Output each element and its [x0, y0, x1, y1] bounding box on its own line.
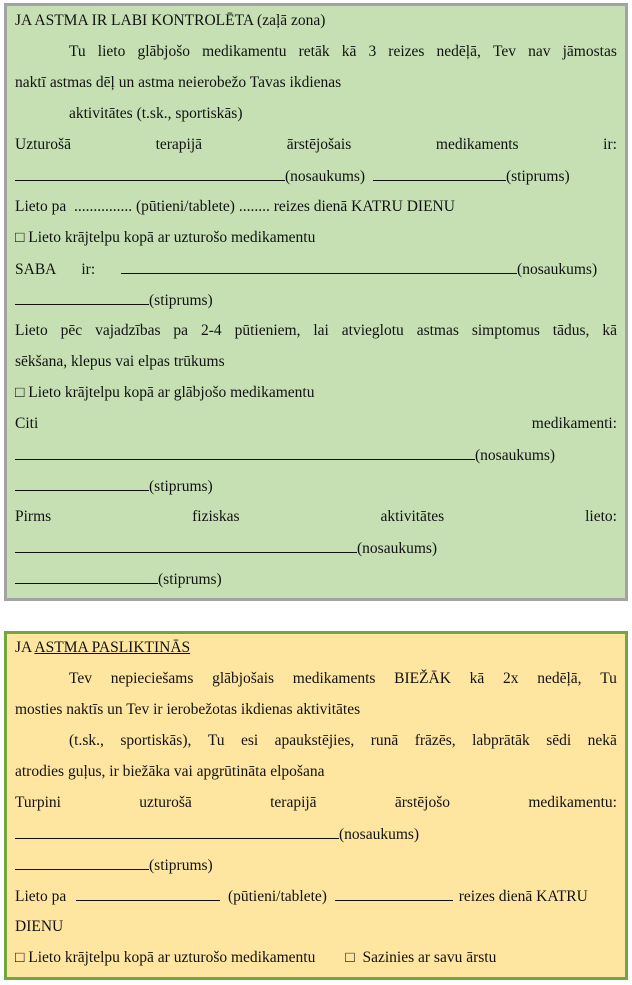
- green-title-note: (zaļā zona): [257, 12, 326, 29]
- yellow-line3-text-word: apaukstējies,: [274, 732, 355, 749]
- yellow-line3-text-word: nekā: [587, 732, 617, 749]
- green-intro-line1-text-word: Tu: [69, 43, 86, 60]
- green-intro-line1-text-word: kā: [341, 43, 357, 60]
- yellow-maintenance-strength: [15, 855, 213, 876]
- name-label: (nosaukums): [285, 168, 366, 185]
- word: Turpini: [15, 794, 61, 811]
- green-saba-line: [15, 259, 597, 280]
- word: medikamentu:: [528, 794, 617, 811]
- checkbox-label: Sazinies ar savu ārstu: [362, 949, 497, 966]
- relief-text-word: Lieto: [15, 322, 48, 339]
- green-intro-line1-text-word: Tev: [492, 43, 516, 60]
- dose-blank[interactable]: ...............: [73, 198, 133, 215]
- yellow-dosage-line: [15, 886, 588, 907]
- yellow-continue-line: [15, 793, 617, 813]
- relief-text-word: simptomus: [471, 322, 540, 339]
- checkbox-icon[interactable]: □: [345, 949, 355, 966]
- green-intro-line1-text-word: medikamentu: [202, 43, 287, 60]
- relief-text-word: lai: [313, 322, 329, 339]
- relief-text-word: tādus,: [552, 322, 590, 339]
- yellow-name-blank[interactable]: [15, 824, 339, 839]
- green-intro-line1-text-word: retāk: [298, 43, 330, 60]
- word: ārstējošo: [394, 794, 450, 811]
- green-intro-line1-text-word: lieto: [97, 43, 126, 60]
- yellow-title-underlined: ASTMA PASLIKTINĀS: [34, 639, 191, 656]
- relief-text-word: astmas: [416, 322, 459, 339]
- word: Pirms: [15, 508, 52, 525]
- dose-unit: (pūtieni/tablete): [227, 888, 327, 905]
- yellow-line3-text-word: sēdi: [546, 732, 572, 749]
- green-intro-line1-text-word: nedēļā,: [436, 43, 481, 60]
- relief-text-word: pēc: [60, 322, 83, 339]
- yellow-line1-text-word: nepieciešams: [110, 670, 194, 687]
- word: uzturošā: [139, 794, 192, 811]
- green-other-meds-name: [15, 445, 555, 466]
- word: ir:: [603, 136, 617, 153]
- word: terapijā: [270, 794, 317, 811]
- checkbox-label: Lieto krājtelpu kopā ar uzturošo medikamentu: [28, 949, 316, 966]
- saba-strength-blank[interactable]: [15, 290, 149, 305]
- green-spacer-checkbox[interactable]: [15, 228, 315, 248]
- maintenance-name-blank[interactable]: [15, 166, 285, 181]
- green-intro-line1: [69, 42, 617, 62]
- green-intro-line1-text-word: glābjošo: [137, 43, 190, 60]
- yellow-line1-text-word: nedēļā,: [537, 670, 582, 687]
- yellow-maintenance-name: [15, 824, 419, 845]
- yellow-line1-text-word: 2x: [503, 670, 519, 687]
- strength-label: (stiprums): [149, 857, 213, 874]
- yellow-spacer-checkbox[interactable]: [15, 949, 319, 966]
- green-intro-line1-text-word: jāmostas: [562, 43, 617, 60]
- green-saba-strength: [15, 290, 213, 311]
- yellow-line3-text-word: (t.sk.,: [69, 732, 104, 749]
- use-suffix: reizes dienā KATRU: [458, 888, 588, 905]
- use-suffix: reizes dienā KATRU DIENU: [273, 198, 455, 215]
- use-prefix: Lieto pa: [15, 198, 67, 215]
- green-before-activity-name: [15, 538, 437, 559]
- yellow-line3-text-word: sportiskās),: [120, 732, 192, 749]
- green-maintenance-line: [15, 135, 617, 155]
- yellow-line4: atrodies guļus, ir biežāka vai apgrūtināta elpošana: [15, 763, 325, 780]
- relief-text-word: vajadzības: [95, 322, 161, 339]
- relief-text-word: pa: [173, 322, 189, 339]
- yellow-line1-text-word: glābjošais: [212, 670, 275, 687]
- name-label: (nosaukums): [517, 261, 598, 278]
- yellow-dosage-wrap: DIENU: [15, 918, 64, 935]
- yellow-line1-text-word: kā: [469, 670, 485, 687]
- yellow-zone-box: [4, 631, 628, 980]
- checkbox-icon[interactable]: □: [15, 384, 25, 401]
- word: ārstējošais: [286, 136, 352, 153]
- relief-text-word: 2-4: [200, 322, 222, 339]
- yellow-line3-text-word: runā: [370, 732, 399, 749]
- green-other-meds-line: [15, 414, 617, 434]
- green-maintenance-fields: [15, 166, 570, 187]
- yellow-line1: [69, 669, 617, 689]
- green-intro-line2: naktī astmas dēļ un astma neierobežo Tavas ikdienas: [15, 74, 342, 91]
- word: terapijā: [155, 136, 203, 153]
- green-dosage-line: [15, 197, 455, 217]
- dose-unit: (pūtieni/tablete): [135, 198, 235, 215]
- green-intro-line1-text-word: reizes: [388, 43, 425, 60]
- maintenance-strength-blank[interactable]: [373, 166, 506, 181]
- word: Citi: [15, 415, 39, 432]
- word: Uzturošā: [15, 136, 71, 153]
- green-before-activity-line: [15, 507, 617, 527]
- other-strength-blank[interactable]: [15, 476, 149, 491]
- yellow-zone-title: [15, 638, 190, 658]
- yellow-checkbox-row: [15, 948, 496, 968]
- checkbox-label: Lieto krājtelpu kopā ar glābjošo medikamentu: [28, 384, 315, 401]
- checkbox-icon[interactable]: □: [15, 229, 25, 246]
- word: medikaments: [435, 136, 519, 153]
- yellow-times-blank[interactable]: [335, 886, 453, 901]
- strength-label: (stiprums): [158, 571, 222, 588]
- saba-ir: ir:: [81, 261, 96, 278]
- word: fiziskas: [192, 508, 240, 525]
- word: medikamenti:: [531, 415, 617, 432]
- yellow-line1-text-word: medikaments: [292, 670, 376, 687]
- word: aktivitātes: [380, 508, 445, 525]
- relief-text-word: pūtieniem,: [234, 322, 301, 339]
- times-blank[interactable]: ........: [238, 198, 270, 215]
- strength-label: (stiprums): [149, 478, 213, 495]
- yellow-line2: mosties naktīs un Tev ir ierobežotas ikdienas aktivitātes: [15, 701, 361, 718]
- yellow-title-prefix: JA: [15, 639, 32, 656]
- green-reliever-spacer-checkbox[interactable]: [15, 383, 315, 403]
- checkbox-label: Lieto krājtelpu kopā ar uzturošo medikamentu: [28, 229, 316, 246]
- before-name-blank[interactable]: [15, 538, 357, 553]
- word: lieto:: [585, 508, 617, 525]
- green-relief-line1: [15, 321, 617, 341]
- saba-name-blank[interactable]: [121, 259, 517, 274]
- yellow-line3: [69, 731, 617, 751]
- checkbox-icon[interactable]: □: [15, 949, 25, 966]
- green-intro-line1-text-word: nav: [528, 43, 551, 60]
- green-relief-line2: sēkšana, klepus vai elpas trūkums: [15, 353, 225, 370]
- green-intro-line1-text-word: 3: [368, 43, 377, 60]
- name-label: (nosaukums): [475, 447, 556, 464]
- strength-label: (stiprums): [149, 292, 213, 309]
- use-prefix: Lieto pa: [15, 888, 67, 905]
- green-title-text: JA ASTMA IR LABI KONTROLĒTA: [15, 12, 254, 29]
- contact-doctor-checkbox[interactable]: [345, 949, 496, 966]
- saba-label: SABA: [15, 261, 56, 278]
- name-label: (nosaukums): [339, 826, 420, 843]
- green-zone-title: [15, 11, 325, 31]
- yellow-line3-text-word: labprātāk: [472, 732, 530, 749]
- yellow-line1-text-word: Tu: [600, 670, 617, 687]
- green-zone-box: [4, 3, 628, 601]
- yellow-line1-text-word: BIEŽĀK: [394, 670, 451, 687]
- before-strength-blank[interactable]: [15, 569, 158, 584]
- relief-text-word: atvieglotu: [341, 322, 404, 339]
- name-label: (nosaukums): [357, 540, 438, 557]
- yellow-line3-text-word: esi: [240, 732, 259, 749]
- relief-text-word: kā: [602, 322, 617, 339]
- strength-label: (stiprums): [505, 168, 570, 185]
- green-intro-line3: aktivitātes (t.sk., sportiskās): [69, 105, 243, 122]
- yellow-line3-text-word: Tu: [207, 732, 225, 749]
- green-before-activity-strength: [15, 569, 222, 590]
- yellow-dose-blank[interactable]: [76, 886, 220, 901]
- green-other-meds-strength: [15, 476, 213, 497]
- yellow-line1-text-word: Tev: [69, 670, 93, 687]
- yellow-strength-blank[interactable]: [15, 855, 149, 870]
- other-name-blank[interactable]: [15, 445, 475, 460]
- yellow-line3-text-word: frāzēs,: [414, 732, 456, 749]
